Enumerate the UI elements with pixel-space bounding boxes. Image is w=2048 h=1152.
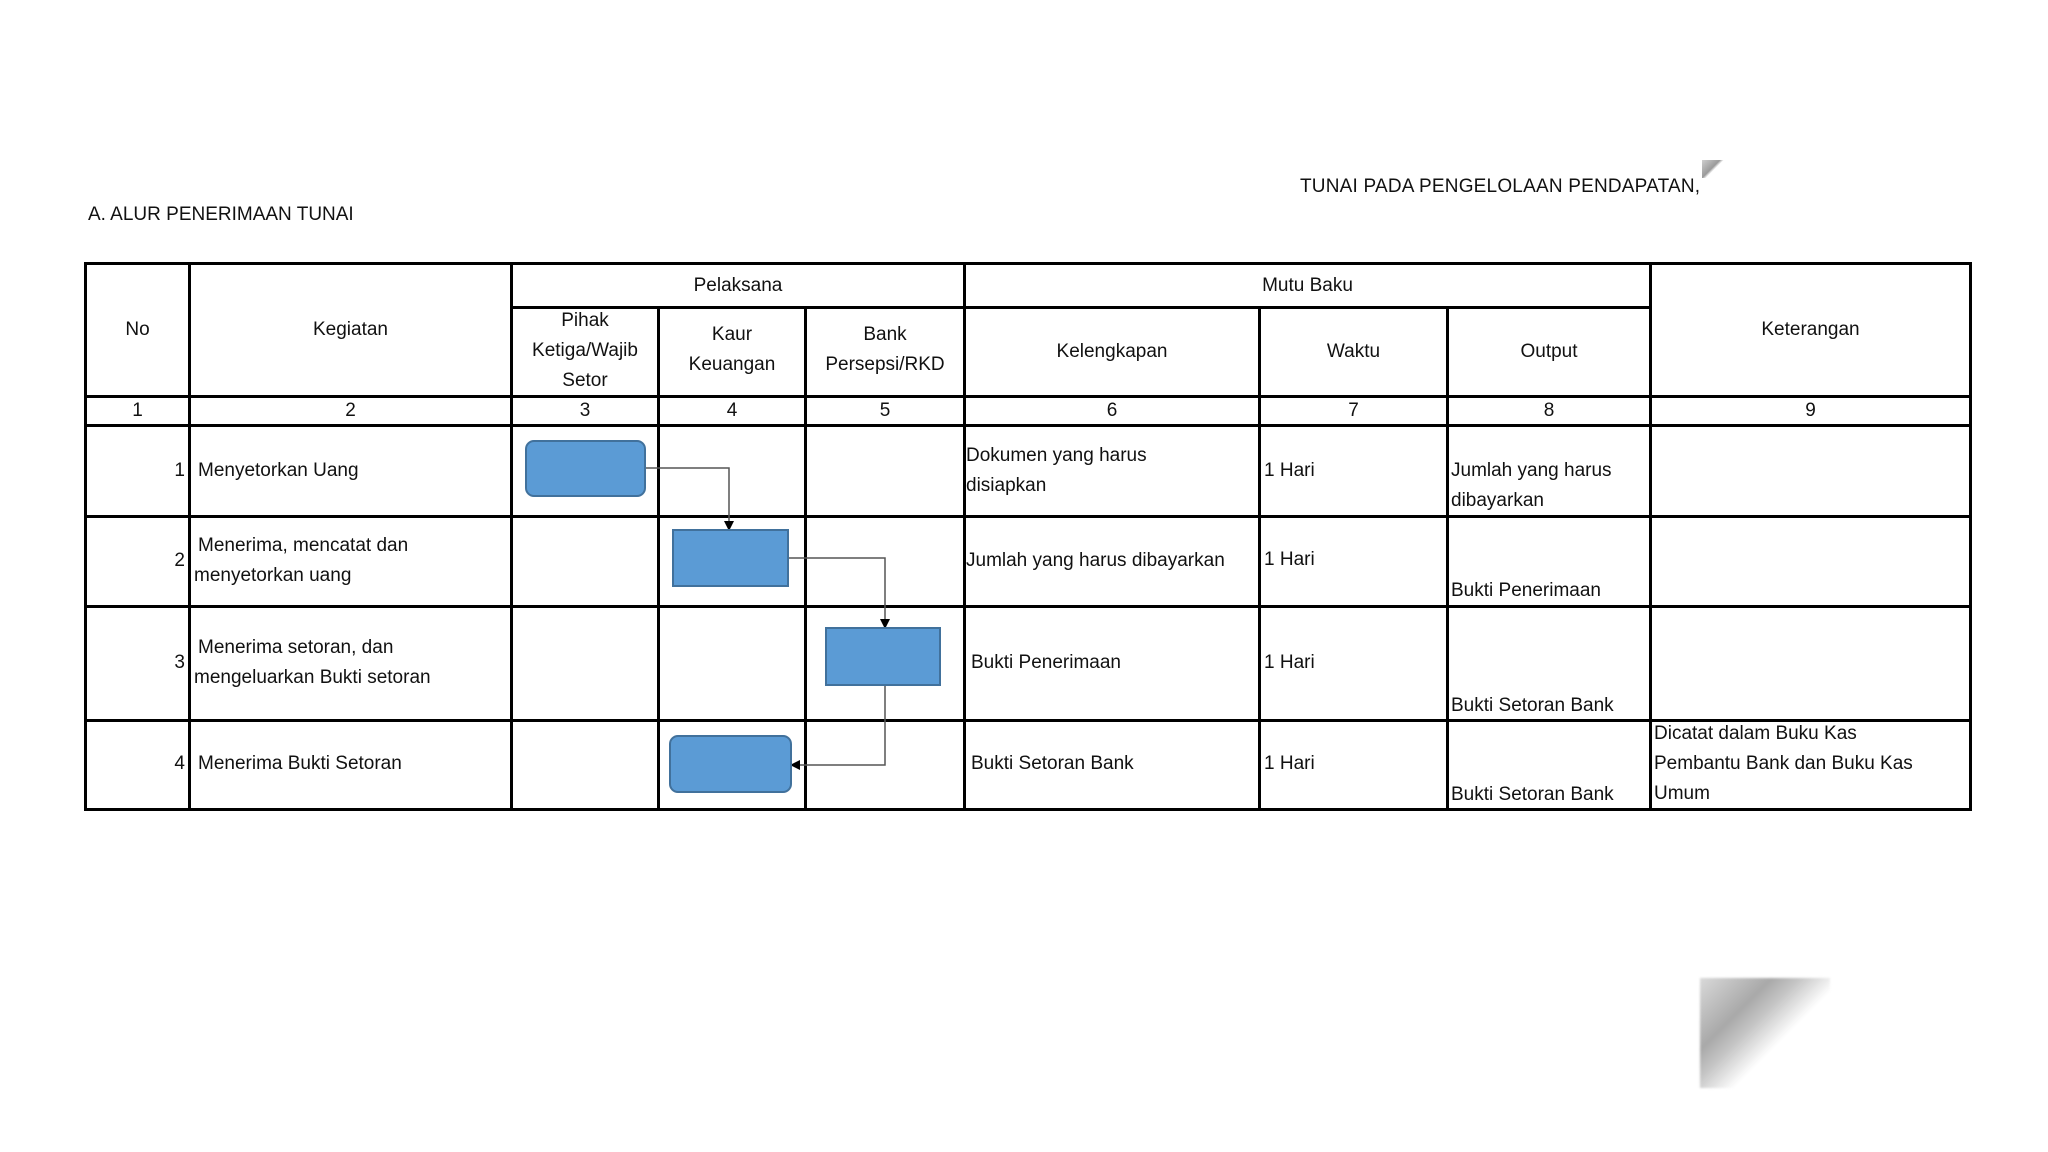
- row-3-no: 3: [174, 652, 185, 673]
- row-2-kegiatan-line2: menyetorkan uang: [194, 565, 352, 586]
- header-kegiatan: Kegiatan: [312, 319, 388, 340]
- col-number-9: 9: [1805, 400, 1816, 421]
- row-3-kegiatan-line1: Menerima setoran, dan: [198, 637, 394, 658]
- document-title-right: TUNAI PADA PENGELOLAAN PENDAPATAN,: [1300, 176, 1701, 197]
- col-number-6: 6: [1106, 400, 1118, 421]
- row-3-kelengkapan: Bukti Penerimaan: [971, 652, 1121, 673]
- col-number-4: 4: [726, 400, 738, 421]
- header-waktu: Waktu: [1326, 341, 1381, 362]
- row-4-kegiatan: Menerima Bukti Setoran: [198, 753, 402, 774]
- header-pelaksana: Pelaksana: [693, 274, 783, 296]
- header-kelengkapan: Kelengkapan: [1056, 341, 1168, 362]
- header-kaur-line2: Keuangan: [688, 354, 776, 375]
- row-4-keterangan-line1: Dicatat dalam Buku Kas: [1654, 723, 1857, 744]
- page-curl-top: [1702, 160, 1724, 178]
- row-3-kegiatan-line2: mengeluarkan Bukti setoran: [194, 667, 431, 688]
- row-4-kelengkapan: Bukti Setoran Bank: [971, 753, 1134, 774]
- row-1-output-line1: Jumlah yang harus: [1451, 460, 1612, 481]
- page-curl-bottom: [1700, 978, 1830, 1088]
- sop-flow-table: [84, 262, 1972, 811]
- row-4-output: Bukti Setoran Bank: [1451, 784, 1614, 805]
- row-1-waktu: 1 Hari: [1264, 460, 1315, 481]
- row-4-keterangan-line3: Umum: [1654, 783, 1710, 804]
- connector-1-to-2: [646, 468, 729, 529]
- connector-3-to-4: [792, 686, 885, 765]
- row-3-waktu: 1 Hari: [1264, 652, 1315, 673]
- row-2-no: 2: [174, 550, 185, 571]
- flow-step-2-shape: [672, 529, 789, 587]
- header-no: No: [125, 319, 150, 340]
- col-number-3: 3: [579, 400, 591, 421]
- row-2-kegiatan-line1: Menerima, mencatat dan: [198, 535, 409, 556]
- row-2-kelengkapan: Jumlah yang harus dibayarkan: [966, 550, 1225, 571]
- connector-2-to-3: [789, 558, 885, 627]
- flow-connectors: [84, 262, 1972, 811]
- header-bank-line1: Bank: [863, 324, 907, 345]
- col-number-1: 1: [132, 400, 143, 421]
- row-1-kegiatan: Menyetorkan Uang: [198, 460, 359, 481]
- row-1-no: 1: [174, 460, 185, 481]
- flow-step-1-shape: [525, 440, 646, 497]
- col-number-7: 7: [1348, 400, 1359, 421]
- row-2-waktu: 1 Hari: [1264, 549, 1315, 570]
- row-3-output: Bukti Setoran Bank: [1451, 695, 1614, 716]
- header-pihak-line1: Pihak: [561, 310, 609, 331]
- col-number-5: 5: [879, 400, 891, 421]
- row-4-no: 4: [174, 753, 185, 774]
- header-mutu-baku: Mutu Baku: [1262, 274, 1353, 296]
- row-2-output: Bukti Penerimaan: [1451, 580, 1601, 601]
- flow-step-4-shape: [669, 735, 792, 793]
- header-pihak-line3: Setor: [562, 370, 608, 391]
- header-bank-line2: Persepsi/RKD: [825, 354, 945, 375]
- col-number-2: 2: [345, 400, 356, 421]
- row-4-keterangan-line2: Pembantu Bank dan Buku Kas: [1654, 753, 1913, 774]
- header-pihak-line2: Ketiga/Wajib: [532, 340, 638, 361]
- row-4-waktu: 1 Hari: [1264, 753, 1315, 774]
- row-1-output-line2: dibayarkan: [1451, 490, 1544, 511]
- row-1-kelengkapan-line1: Dokumen yang harus: [966, 445, 1147, 466]
- row-1-kelengkapan-line2: disiapkan: [966, 475, 1047, 496]
- flow-step-3-shape: [825, 627, 941, 686]
- header-keterangan: Keterangan: [1761, 319, 1860, 340]
- col-number-8: 8: [1543, 400, 1555, 421]
- header-kaur-line1: Kaur: [711, 324, 753, 345]
- header-output: Output: [1520, 341, 1578, 362]
- document-section-title: A. ALUR PENERIMAAN TUNAI: [88, 204, 354, 225]
